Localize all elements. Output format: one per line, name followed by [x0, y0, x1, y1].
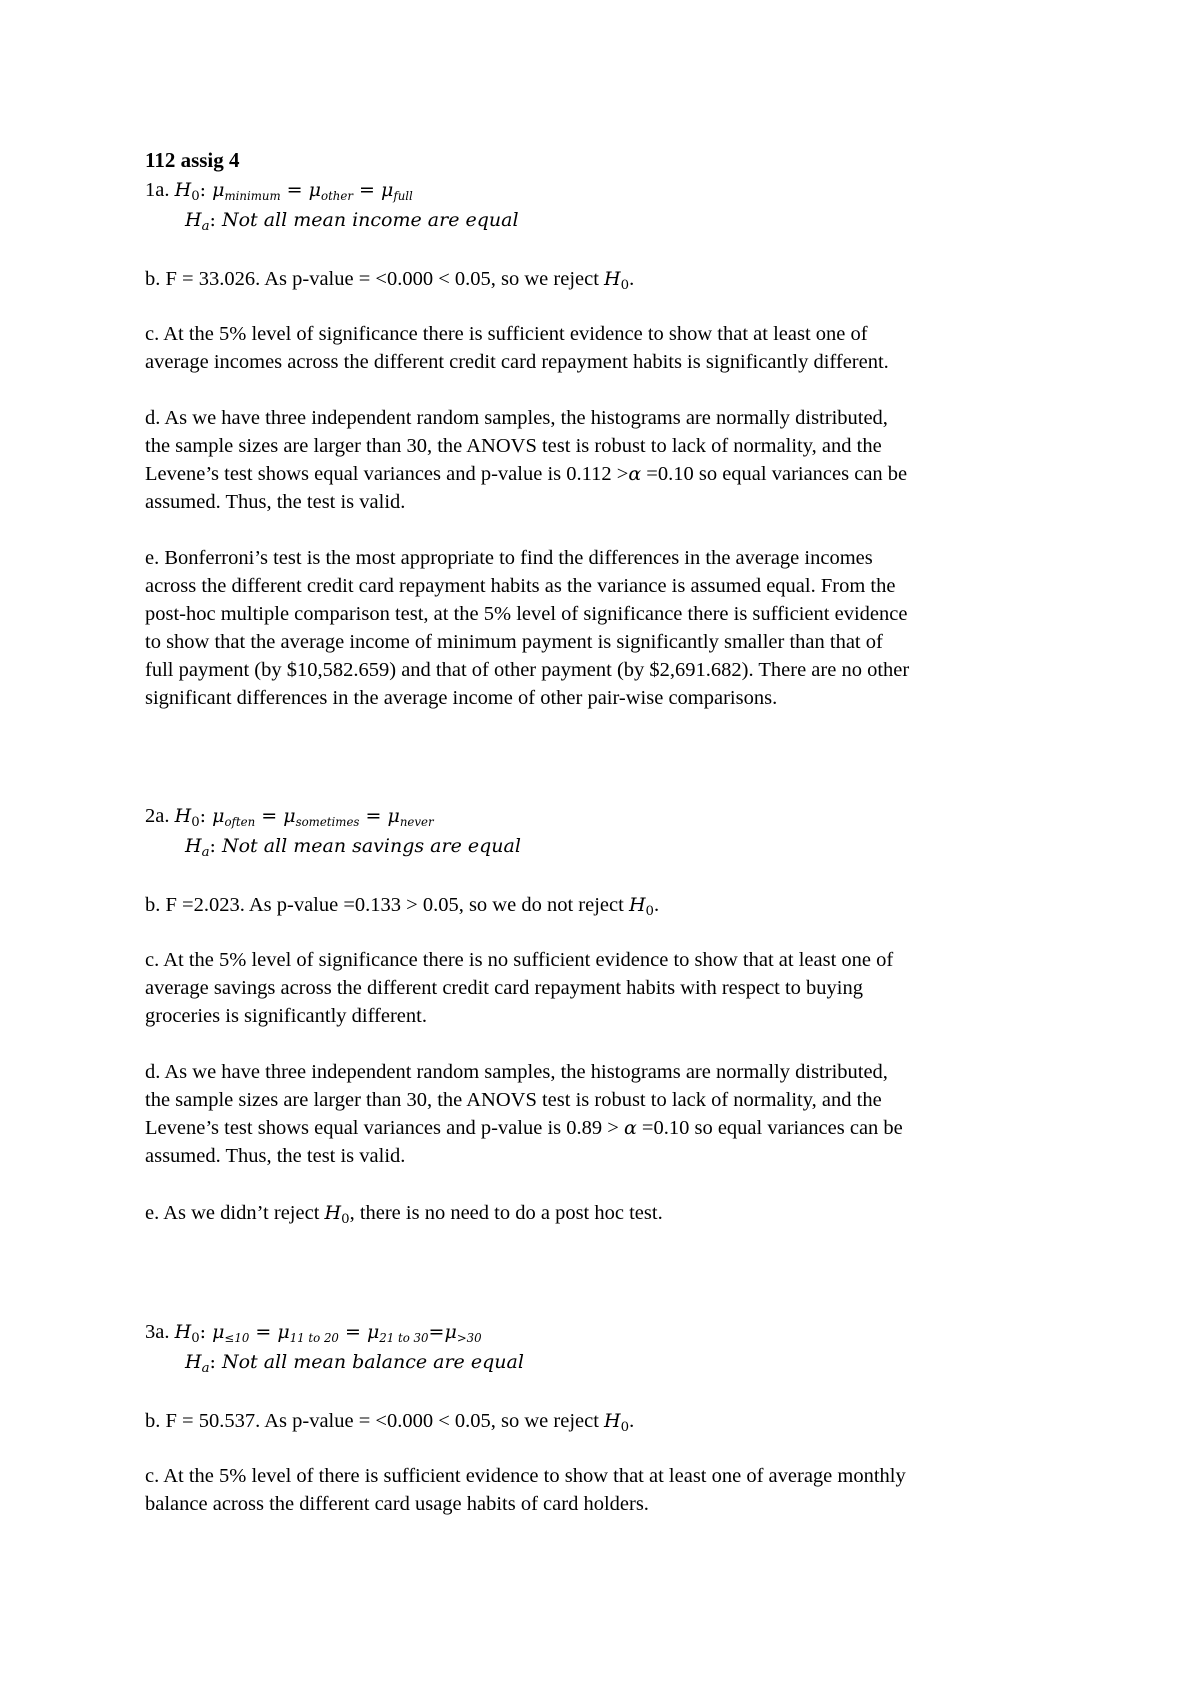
- q2-part-c-line-3: groceries is significantly different.: [145, 1005, 427, 1027]
- q1-part-e-line-1: e. Bonferroni’s test is the most appropriate to find the differences in the average incomes: [145, 547, 873, 569]
- q3-part-c-line-1: c. At the 5% level of there is sufficient evidence to show that at least one of average monthly: [145, 1465, 906, 1487]
- q1-alt-hypothesis: $H_a$: Not all mean income are equal: [185, 209, 519, 234]
- q3-part-c-line-2: balance across the different card usage habits of card holders.: [145, 1493, 649, 1515]
- q2-null-hypothesis: 2a. $H_0$: $\mu_{often} = \mu_{sometimes} = \mu_{never}$: [145, 805, 434, 830]
- q1-part-c-line-2: average incomes across the different credit card repayment habits is significantly different.: [145, 351, 889, 373]
- q2-part-b: b. F =2.023. As p-value =0.133 > 0.05, so we do not reject $H_0$.: [145, 894, 660, 919]
- q1-h0-formula: $H_0$: $\mu_{minimum} = \mu_{other} = \mu_{full}$: [174, 179, 413, 204]
- q2-h0-formula: $H_0$: $\mu_{often} = \mu_{sometimes} = \mu_{never}$: [174, 805, 434, 830]
- q2-part-d-line-1: d. As we have three independent random samples, the histograms are normally distributed,: [145, 1061, 888, 1083]
- q1-part-e-line-3: post-hoc multiple comparison test, at the 5% level of significance there is sufficient evidence: [145, 603, 908, 625]
- q3-alt-hypothesis: $H_a$: Not all mean balance are equal: [185, 1351, 524, 1376]
- q2-part-d-line-4: assumed. Thus, the test is valid.: [145, 1145, 406, 1167]
- q1-part-e-line-5: full payment (by $10,582.659) and that of other payment (by $2,691.682). There are no other: [145, 659, 910, 681]
- document-title: 112 assig 4: [145, 148, 240, 172]
- q1-part-d-line-3: Levene’s test shows equal variances and p-value is 0.112 >α =0.10 so equal variances can be: [145, 463, 908, 485]
- q1-part-d-line-4: assumed. Thus, the test is valid.: [145, 491, 406, 513]
- q1-part-e-line-4: to show that the average income of minimum payment is significantly smaller than that of: [145, 631, 883, 653]
- q1-part-e-line-6: significant differences in the average income of other pair-wise comparisons.: [145, 687, 778, 709]
- q1-part-b: b. F = 33.026. As p-value = <0.000 < 0.05, so we reject $H_0$.: [145, 268, 635, 293]
- q1-null-hypothesis: 1a. $H_0$: $\mu_{minimum} = \mu_{other} = \mu_{full}$: [145, 179, 413, 204]
- q2-part-c-line-1: c. At the 5% level of significance there is no sufficient evidence to show that at least one of: [145, 949, 894, 971]
- q3-part-b: b. F = 50.537. As p-value = <0.000 < 0.05, so we reject $H_0$.: [145, 1410, 635, 1435]
- q2-alt-hypothesis: $H_a$: Not all mean savings are equal: [185, 835, 521, 860]
- q3-h0-formula: $H_0$: $\mu_{\le 10} = \mu_{11 to 20} = \mu_{21 to 30}=\mu_{>30}$: [174, 1321, 482, 1346]
- q2-part-e: e. As we didn’t reject $H_0$, there is no need to do a post hoc test.: [145, 1202, 663, 1227]
- q3-null-hypothesis: 3a. $H_0$: $\mu_{\le 10} = \mu_{11 to 20} = \mu_{21 to 30}=\mu_{>30}$: [145, 1321, 482, 1346]
- q1-part-d-line-1: d. As we have three independent random samples, the histograms are normally distributed,: [145, 407, 888, 429]
- q2-part-d-line-2: the sample sizes are larger than 30, the ANOVS test is robust to lack of normality, and the: [145, 1089, 882, 1111]
- q1-part-c-line-1: c. At the 5% level of significance there is sufficient evidence to show that at least one of: [145, 323, 868, 345]
- q2-part-d-line-3: Levene’s test shows equal variances and p-value is 0.89 > α =0.10 so equal variances can be: [145, 1117, 903, 1139]
- q1-part-d-line-2: the sample sizes are larger than 30, the ANOVS test is robust to lack of normality, and the: [145, 435, 882, 457]
- q2-part-c-line-2: average savings across the different credit card repayment habits with respect to buying: [145, 977, 864, 999]
- q1-part-e-line-2: across the different credit card repayment habits as the variance is assumed equal. From the: [145, 575, 896, 597]
